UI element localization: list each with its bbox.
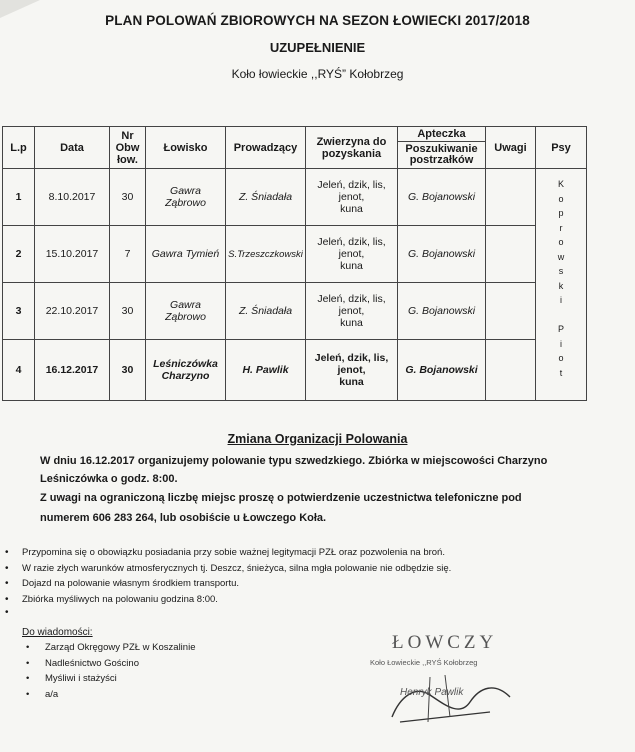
- cell-lp: 4: [3, 340, 35, 401]
- cell-zwierzyna: [306, 226, 398, 283]
- cell-lowisko-line: Charzyno: [161, 370, 210, 382]
- header-zwierzyna-line: pozyskania: [321, 147, 382, 160]
- cell-data: 8.10.2017: [35, 169, 110, 226]
- cell-zwierzyna-line: kuna: [340, 317, 363, 329]
- cell-zwierzyna-line: Jeleń, dzik, lis, jenot,: [317, 179, 386, 203]
- header-zwierzyna: [306, 127, 398, 169]
- cell-nr: 30: [110, 340, 146, 401]
- cell-lowisko: [146, 283, 226, 340]
- header-data: Data: [35, 127, 110, 169]
- stamp-name: Henryk Pawlik: [400, 687, 464, 698]
- cell-zwierzyna-line: kuna: [339, 376, 364, 388]
- list-item: • Dojazd na polowanie własnym środkiem transportu.: [0, 576, 451, 592]
- list-item: • W razie złych warunków atmosferycznych tj. Deszcz, śnieżyca, silna mgła polowanie nie odbędzie się.: [0, 561, 451, 577]
- cell-zwierzyna-line: Jeleń, dzik, lis, jenot,: [314, 352, 389, 376]
- cell-prowadzacy: Z. Śniadała: [226, 283, 306, 340]
- list-item: • Zbiórka myśliwych na polowaniu godzina 8:00.: [0, 592, 451, 608]
- header-poszukiwanie-line: Poszukiwanie: [405, 143, 478, 155]
- list-item: • a/a: [0, 687, 195, 703]
- cell-uwagi: [486, 169, 536, 226]
- cell-uwagi: [486, 340, 536, 401]
- header-poszukiwanie-line: postrzałków: [409, 154, 474, 166]
- empty-bullet: •: [5, 607, 9, 618]
- table-row: [3, 226, 587, 283]
- list-item: • Myśliwi i stażyści: [0, 671, 195, 687]
- lowczy-stamp: [370, 632, 515, 722]
- psy-letter: [560, 308, 563, 323]
- cell-prowadzacy: Z. Śniadała: [226, 169, 306, 226]
- stamp-title: ŁOWCZY: [392, 632, 498, 653]
- psy-letter: k: [558, 280, 564, 291]
- cell-prowadzacy: H. Pawlik: [226, 340, 306, 401]
- psy-letter: i: [560, 295, 562, 305]
- header-lp: L.p: [3, 127, 35, 169]
- cell-lowisko: [146, 169, 226, 226]
- cell-poszukiwanie: G. Bojanowski: [398, 226, 486, 283]
- cell-lowisko-line: Gawra: [170, 299, 201, 311]
- cell-nr: 7: [110, 226, 146, 283]
- cell-lp: 1: [3, 169, 35, 226]
- psy-letter: o: [558, 193, 564, 204]
- cell-zwierzyna-line: kuna: [340, 203, 363, 215]
- header-nr-line: łow.: [117, 153, 138, 166]
- list-item: • Zarząd Okręgowy PZŁ w Koszalinie: [0, 640, 195, 656]
- cell-uwagi: [486, 283, 536, 340]
- cell-data: 22.10.2017: [35, 283, 110, 340]
- cell-zwierzyna: [306, 169, 398, 226]
- psy-letter: P: [557, 324, 564, 334]
- psy-letter: s: [558, 266, 564, 276]
- cell-lowisko-line: Gawra Tymień: [151, 248, 220, 260]
- table-header-row: [3, 127, 587, 142]
- document-subtitle: UZUPEŁNIENIE: [269, 40, 366, 55]
- psy-letter: K: [557, 179, 564, 189]
- header-nr-line: Nr: [121, 129, 134, 142]
- table-row: [3, 169, 587, 226]
- psy-letter: i: [560, 338, 562, 349]
- header-poszukiwanie: [398, 142, 486, 169]
- cell-lp: 2: [3, 226, 35, 283]
- cell-nr: 30: [110, 169, 146, 226]
- cell-zwierzyna: [306, 283, 398, 340]
- header-apteczka: Apteczka: [398, 127, 486, 142]
- header-zwierzyna-line: Zwierzyna do: [316, 135, 387, 148]
- header-lowisko: Łowisko: [146, 127, 226, 169]
- stamp-club-line: Koło Łowieckie ,,RYŚ Kołobrzeg: [370, 658, 478, 667]
- cell-uwagi: [486, 226, 536, 283]
- list-item: • Nadleśnictwo Gościno: [0, 656, 195, 672]
- cell-lowisko: [146, 340, 226, 401]
- club-name: Koło łowieckie ,,RYŚ” Kołobrzeg: [231, 67, 404, 81]
- do-wiadomosci-title: Do wiadomości:: [22, 627, 93, 638]
- psy-letter: o: [558, 237, 564, 247]
- zmiana-line: W dniu 16.12.2017 organizujemy polowanie typu szwedzkiego. Zbiórka w miejscowości Charzyno: [40, 455, 548, 467]
- cell-poszukiwanie: G. Bojanowski: [398, 169, 486, 226]
- zmiana-line: Leśniczówka o godz. 8:00.: [40, 473, 178, 485]
- psy-letter: o: [558, 353, 564, 363]
- psy-letter: w: [557, 251, 565, 262]
- header-psy: Psy: [536, 127, 587, 169]
- zmiana-line: Z uwagi na ograniczoną liczbę miejsc proszę o potwierdzenie uczestnictwa telefoniczne pod: [40, 492, 522, 504]
- cell-lowisko-line: Leśniczówka: [153, 358, 218, 370]
- cell-lowisko: [146, 226, 226, 283]
- psy-letter: t: [559, 367, 563, 378]
- zmiana-title: Zmiana Organizacji Polowania: [227, 432, 408, 446]
- cell-zwierzyna-line: Jeleń, dzik, lis, jenot,: [317, 293, 386, 317]
- cell-zwierzyna-line: Jeleń, dzik, lis, jenot,: [317, 236, 386, 260]
- cell-nr: 30: [110, 283, 146, 340]
- cell-prowadzacy: S.Trzeszczkowski: [226, 226, 306, 283]
- table-row: [3, 340, 587, 401]
- cell-lowisko-line: Ząbrowo: [165, 197, 206, 209]
- cell-poszukiwanie: G. Bojanowski: [398, 283, 486, 340]
- zmiana-line: numerem 606 283 264, lub osobiście u Łowczego Koła.: [40, 512, 327, 524]
- reminder-list: [0, 545, 451, 607]
- cell-zwierzyna: [306, 340, 398, 401]
- cell-zwierzyna-line: kuna: [340, 260, 363, 272]
- document-title: PLAN POLOWAŃ ZBIOROWYCH NA SEZON ŁOWIECKI 2017/2018: [105, 13, 530, 28]
- cell-poszukiwanie: G. Bojanowski: [398, 340, 486, 401]
- header-nr: [110, 127, 146, 169]
- do-wiadomosci-list: [0, 640, 195, 702]
- header-uwagi: Uwagi: [486, 127, 536, 169]
- cell-data: 16.12.2017: [35, 340, 110, 401]
- header-prowadzacy: Prowadzący: [226, 127, 306, 169]
- psy-letter: p: [558, 208, 564, 218]
- cell-data: 15.10.2017: [35, 226, 110, 283]
- table-row: [3, 283, 587, 340]
- header-nr-line: Obw: [115, 141, 140, 154]
- list-item: • Przypomina się o obowiązku posiadania przy sobie ważnej legitymacji PZŁ oraz pozwolenia na broń.: [0, 545, 451, 561]
- hunt-plan-table: [2, 126, 587, 401]
- cell-lowisko-line: Ząbrowo: [165, 311, 206, 323]
- psy-letter: r: [559, 222, 563, 233]
- psy-vertical-text: [536, 177, 586, 380]
- cell-lp: 3: [3, 283, 35, 340]
- cell-psy: [536, 169, 587, 401]
- cell-lowisko-line: Gawra: [170, 185, 201, 197]
